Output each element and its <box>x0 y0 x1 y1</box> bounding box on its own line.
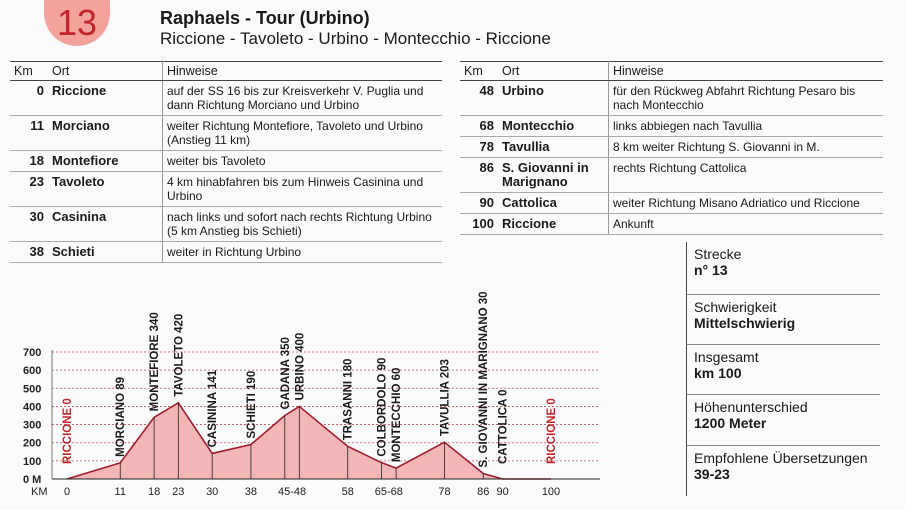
point-label: MONTEFIORE 340 <box>149 312 162 412</box>
info-value: Mittelschwierig <box>694 315 796 331</box>
table-row <box>10 116 442 151</box>
hinweise-cell: weiter in Richtung Urbino <box>163 242 443 263</box>
point-label: CATTOLICA 0 <box>497 389 510 464</box>
x-tick-label: 0 <box>63 486 71 498</box>
route-number-badge <box>44 0 110 46</box>
point-label: GADANA 350 <box>279 337 292 410</box>
table-row <box>460 214 883 235</box>
x-tick-label: 23 <box>172 486 185 498</box>
table-row <box>460 193 883 214</box>
info-label: Empfohlene Übersetzungen <box>694 450 868 466</box>
header-hinweise: Hinweise <box>609 62 884 81</box>
y-tick-label: 0 M <box>23 474 42 486</box>
info-value: 1200 Meter <box>694 415 767 431</box>
ort-cell: Casinina <box>48 207 163 242</box>
x-tick-label: 18 <box>147 486 161 498</box>
table-row <box>10 81 442 116</box>
table-header-row <box>460 62 883 81</box>
ort-cell: Cattolica <box>498 193 609 214</box>
table-row <box>460 81 883 116</box>
km-cell: 30 <box>10 207 48 242</box>
hinweise-cell: auf der SS 16 bis zur Kreisverkehr V. Puglia und dann Richtung Morciano und Urbino <box>163 81 443 116</box>
table-row <box>460 158 883 193</box>
y-tick-label: 100 <box>23 455 42 468</box>
ort-cell: Riccione <box>48 81 163 116</box>
header-km: Km <box>10 62 48 81</box>
point-label: MONTECCHIO 60 <box>391 367 404 463</box>
route-info-panel <box>686 242 880 496</box>
y-tick-label: 600 <box>23 365 42 378</box>
table-row <box>10 151 442 172</box>
y-tick-label: 700 <box>23 347 42 359</box>
ort-cell: S. Giovanni in Marignano <box>498 158 609 193</box>
ort-cell: Tavullia <box>498 137 609 158</box>
hinweise-cell: weiter Richtung Misano Adriatico und Riccione <box>609 193 884 214</box>
hinweise-cell: 4 km hinabfahren bis zum Hinweis Casinina und Urbino <box>163 172 443 207</box>
ort-cell: Urbino <box>498 81 609 116</box>
x-tick-label: 30 <box>206 486 219 498</box>
x-tick-label: 90 <box>496 486 509 498</box>
hinweise-cell: Ankunft <box>609 214 884 235</box>
header-ort: Ort <box>498 62 609 81</box>
table-row <box>460 137 883 158</box>
km-cell: 48 <box>460 81 498 116</box>
table-row <box>10 172 442 207</box>
x-tick-label: 38 <box>244 486 258 498</box>
ort-cell: Morciano <box>48 116 163 151</box>
table-header-row <box>10 62 442 81</box>
x-tick-label: 86 <box>477 486 490 498</box>
hinweise-cell: links abbiegen nach Tavullia <box>609 116 884 137</box>
hinweise-cell: weiter Richtung Montefiore, Tavoleto und Urbino (Anstieg 11 km) <box>163 116 443 151</box>
info-label: Insgesamt <box>694 349 759 365</box>
point-label: COLBORDOLO 90 <box>376 357 389 457</box>
hinweise-cell: nach links und sofort nach rechts Richtung Urbino (5 km Anstieg bis Schieti) <box>163 207 443 242</box>
ort-cell: Montefiore <box>48 151 163 172</box>
elevation-profile-chart <box>0 270 680 505</box>
header-km: Km <box>460 62 498 81</box>
km-cell: 100 <box>460 214 498 235</box>
info-hoehenunterschied <box>686 395 880 446</box>
x-unit-label: KM <box>31 486 48 498</box>
x-tick-label: 100 <box>541 486 561 498</box>
km-cell: 0 <box>10 81 48 116</box>
info-schwierigkeit <box>686 295 880 345</box>
x-tick-label: 78 <box>438 486 451 498</box>
table-row <box>10 242 442 263</box>
info-strecke <box>686 242 880 295</box>
info-label: Schwierigkeit <box>694 299 777 315</box>
km-cell: 78 <box>460 137 498 158</box>
route-table-right <box>460 61 883 235</box>
info-value: km 100 <box>694 365 742 381</box>
table-row <box>460 116 883 137</box>
info-insgesamt <box>686 345 880 395</box>
header-hinweise: Hinweise <box>163 62 443 81</box>
info-label: Strecke <box>694 246 742 262</box>
point-label: URBINO 400 <box>294 332 307 401</box>
info-value: 39-23 <box>694 466 730 482</box>
y-tick-label: 400 <box>23 401 42 414</box>
km-cell: 23 <box>10 172 48 207</box>
km-cell: 18 <box>10 151 48 172</box>
km-cell: 86 <box>460 158 498 193</box>
info-label: Höhenunterschied <box>694 399 808 415</box>
x-tick-label: 45-48 <box>277 486 307 498</box>
y-tick-label: 500 <box>23 383 42 396</box>
km-cell: 11 <box>10 116 48 151</box>
page-subtitle: Riccione - Tavoleto - Urbino - Montecchio - Riccione <box>160 29 551 48</box>
ort-cell: Riccione <box>498 214 609 235</box>
hinweise-cell: rechts Richtung Cattolica <box>609 158 884 193</box>
ort-cell: Montecchio <box>498 116 609 137</box>
route-number: 13 <box>56 2 98 43</box>
header-ort: Ort <box>48 62 163 81</box>
x-tick-label: 11 <box>114 486 126 498</box>
page-title: Raphaels - Tour (Urbino) <box>160 8 370 28</box>
point-label: TAVULLIA 203 <box>439 359 452 437</box>
ort-cell: Schieti <box>48 242 163 263</box>
y-tick-label: 300 <box>23 419 42 432</box>
info-uebersetzungen <box>686 446 880 496</box>
point-label: RICCIONE 0 <box>546 398 558 464</box>
hinweise-cell: weiter bis Tavoleto <box>163 151 443 172</box>
point-label: S. GIOVANNI IN MARIGNANO 30 <box>478 291 491 468</box>
info-value: n° 13 <box>694 262 728 278</box>
route-table-left <box>10 61 442 263</box>
y-tick-label: 200 <box>23 437 42 450</box>
x-tick-label: 58 <box>341 486 354 498</box>
km-cell: 68 <box>460 116 498 137</box>
km-cell: 38 <box>10 242 48 263</box>
hinweise-cell: 8 km weiter Richtung S. Giovanni in M. <box>609 137 884 158</box>
point-label: SCHIETI 190 <box>245 370 258 439</box>
point-label: TRASANNI 180 <box>342 358 355 441</box>
point-label: RICCIONE 0 <box>62 398 74 464</box>
point-label: MORCIANO 89 <box>115 376 128 457</box>
point-label: TAVOLETO 420 <box>173 313 186 397</box>
ort-cell: Tavoleto <box>48 172 163 207</box>
table-row <box>10 207 442 242</box>
km-cell: 90 <box>460 193 498 214</box>
x-tick-label: 65-68 <box>374 486 403 498</box>
hinweise-cell: für den Rückweg Abfahrt Richtung Pesaro bis nach Montecchio <box>609 81 884 116</box>
point-label: CASININA 141 <box>207 369 220 448</box>
